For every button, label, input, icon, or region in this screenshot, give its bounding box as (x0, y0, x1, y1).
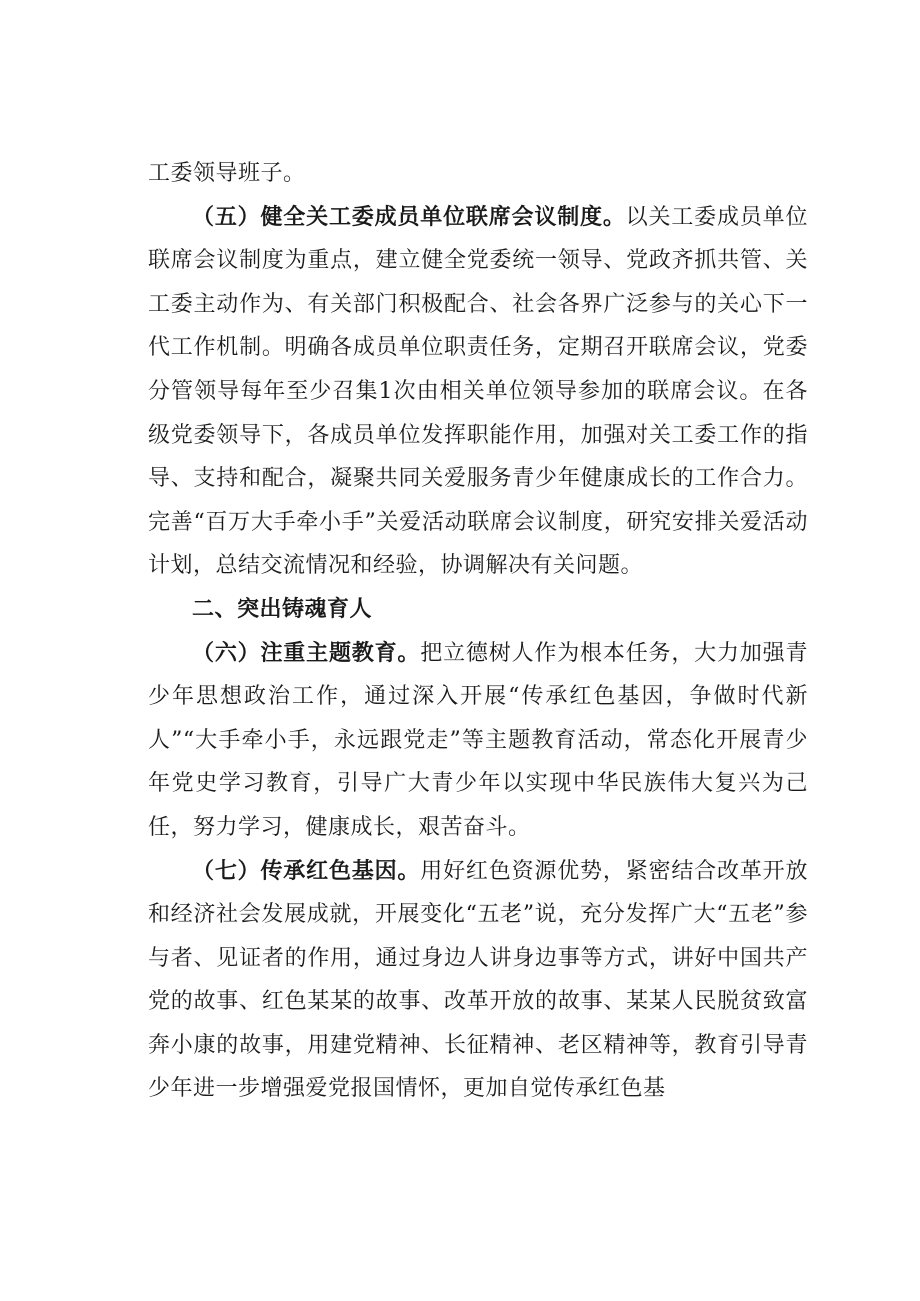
paragraph-heading: （五）健全关工委成员单位联席会议制度。 (192, 203, 626, 230)
paragraph-continuation (148, 152, 808, 196)
paragraph-body: 以关工委成员单位联席会议制度为重点，建立健全党委统一领导、党政齐抓共管、关工委主动作为、有关部门积极配合、社会各界广泛参与的关心下一代工作机制。明确各成员单位职责任务，定期召开联席会议，党委分管领导每年至少召集1次由相关单位领导参加的联席会议。在各级党委领导下，各成员单位发挥职能作用，加强对关工委工作的指导、支持和配合，凝聚共同关爱服务青少年健康成长的工作合力。完善“百万大手牵小手”关爱活动联席会议制度，研究安排关爱活动计划，总结交流情况和经验，协调解决有关问题。 (148, 204, 808, 579)
paragraph-heading: （七）传承红色基因。 (192, 857, 421, 884)
document-body (148, 152, 808, 1111)
paragraph-heading: （六）注重主题教育。 (192, 639, 421, 666)
paragraph-five (148, 196, 808, 588)
paragraph-text: 工委领导班子。 (148, 161, 306, 186)
paragraph-body: 用好红色资源优势，紧密结合改革开放和经济社会发展成就，开展变化“五老”说，充分发挥广大“五老”参与者、见证者的作用，通过身边人讲身边事等方式，讲好中国共产党的故事、红色某某的故事、改革开放的故事、某某人民脱贫致富奔小康的故事，用建党精神、长征精神、老区精神等，教育引导青少年进一步增强爱党报国情怀，更加自觉传承红色基 (148, 858, 808, 1102)
paragraph-six (148, 632, 808, 850)
paragraph-body: 把立德树人作为根本任务，大力加强青少年思想政治工作，通过深入开展“传承红色基因，争做时代新人”“大手牵小手，永远跟党走”等主题教育活动，常态化开展青少年党史学习教育，引导广大青少年以实现中华民族伟大复兴为己任，努力学习，健康成长，艰苦奋斗。 (148, 640, 808, 840)
section-heading: 二、突出铸魂育人 (192, 595, 373, 622)
paragraph-seven (148, 850, 808, 1112)
